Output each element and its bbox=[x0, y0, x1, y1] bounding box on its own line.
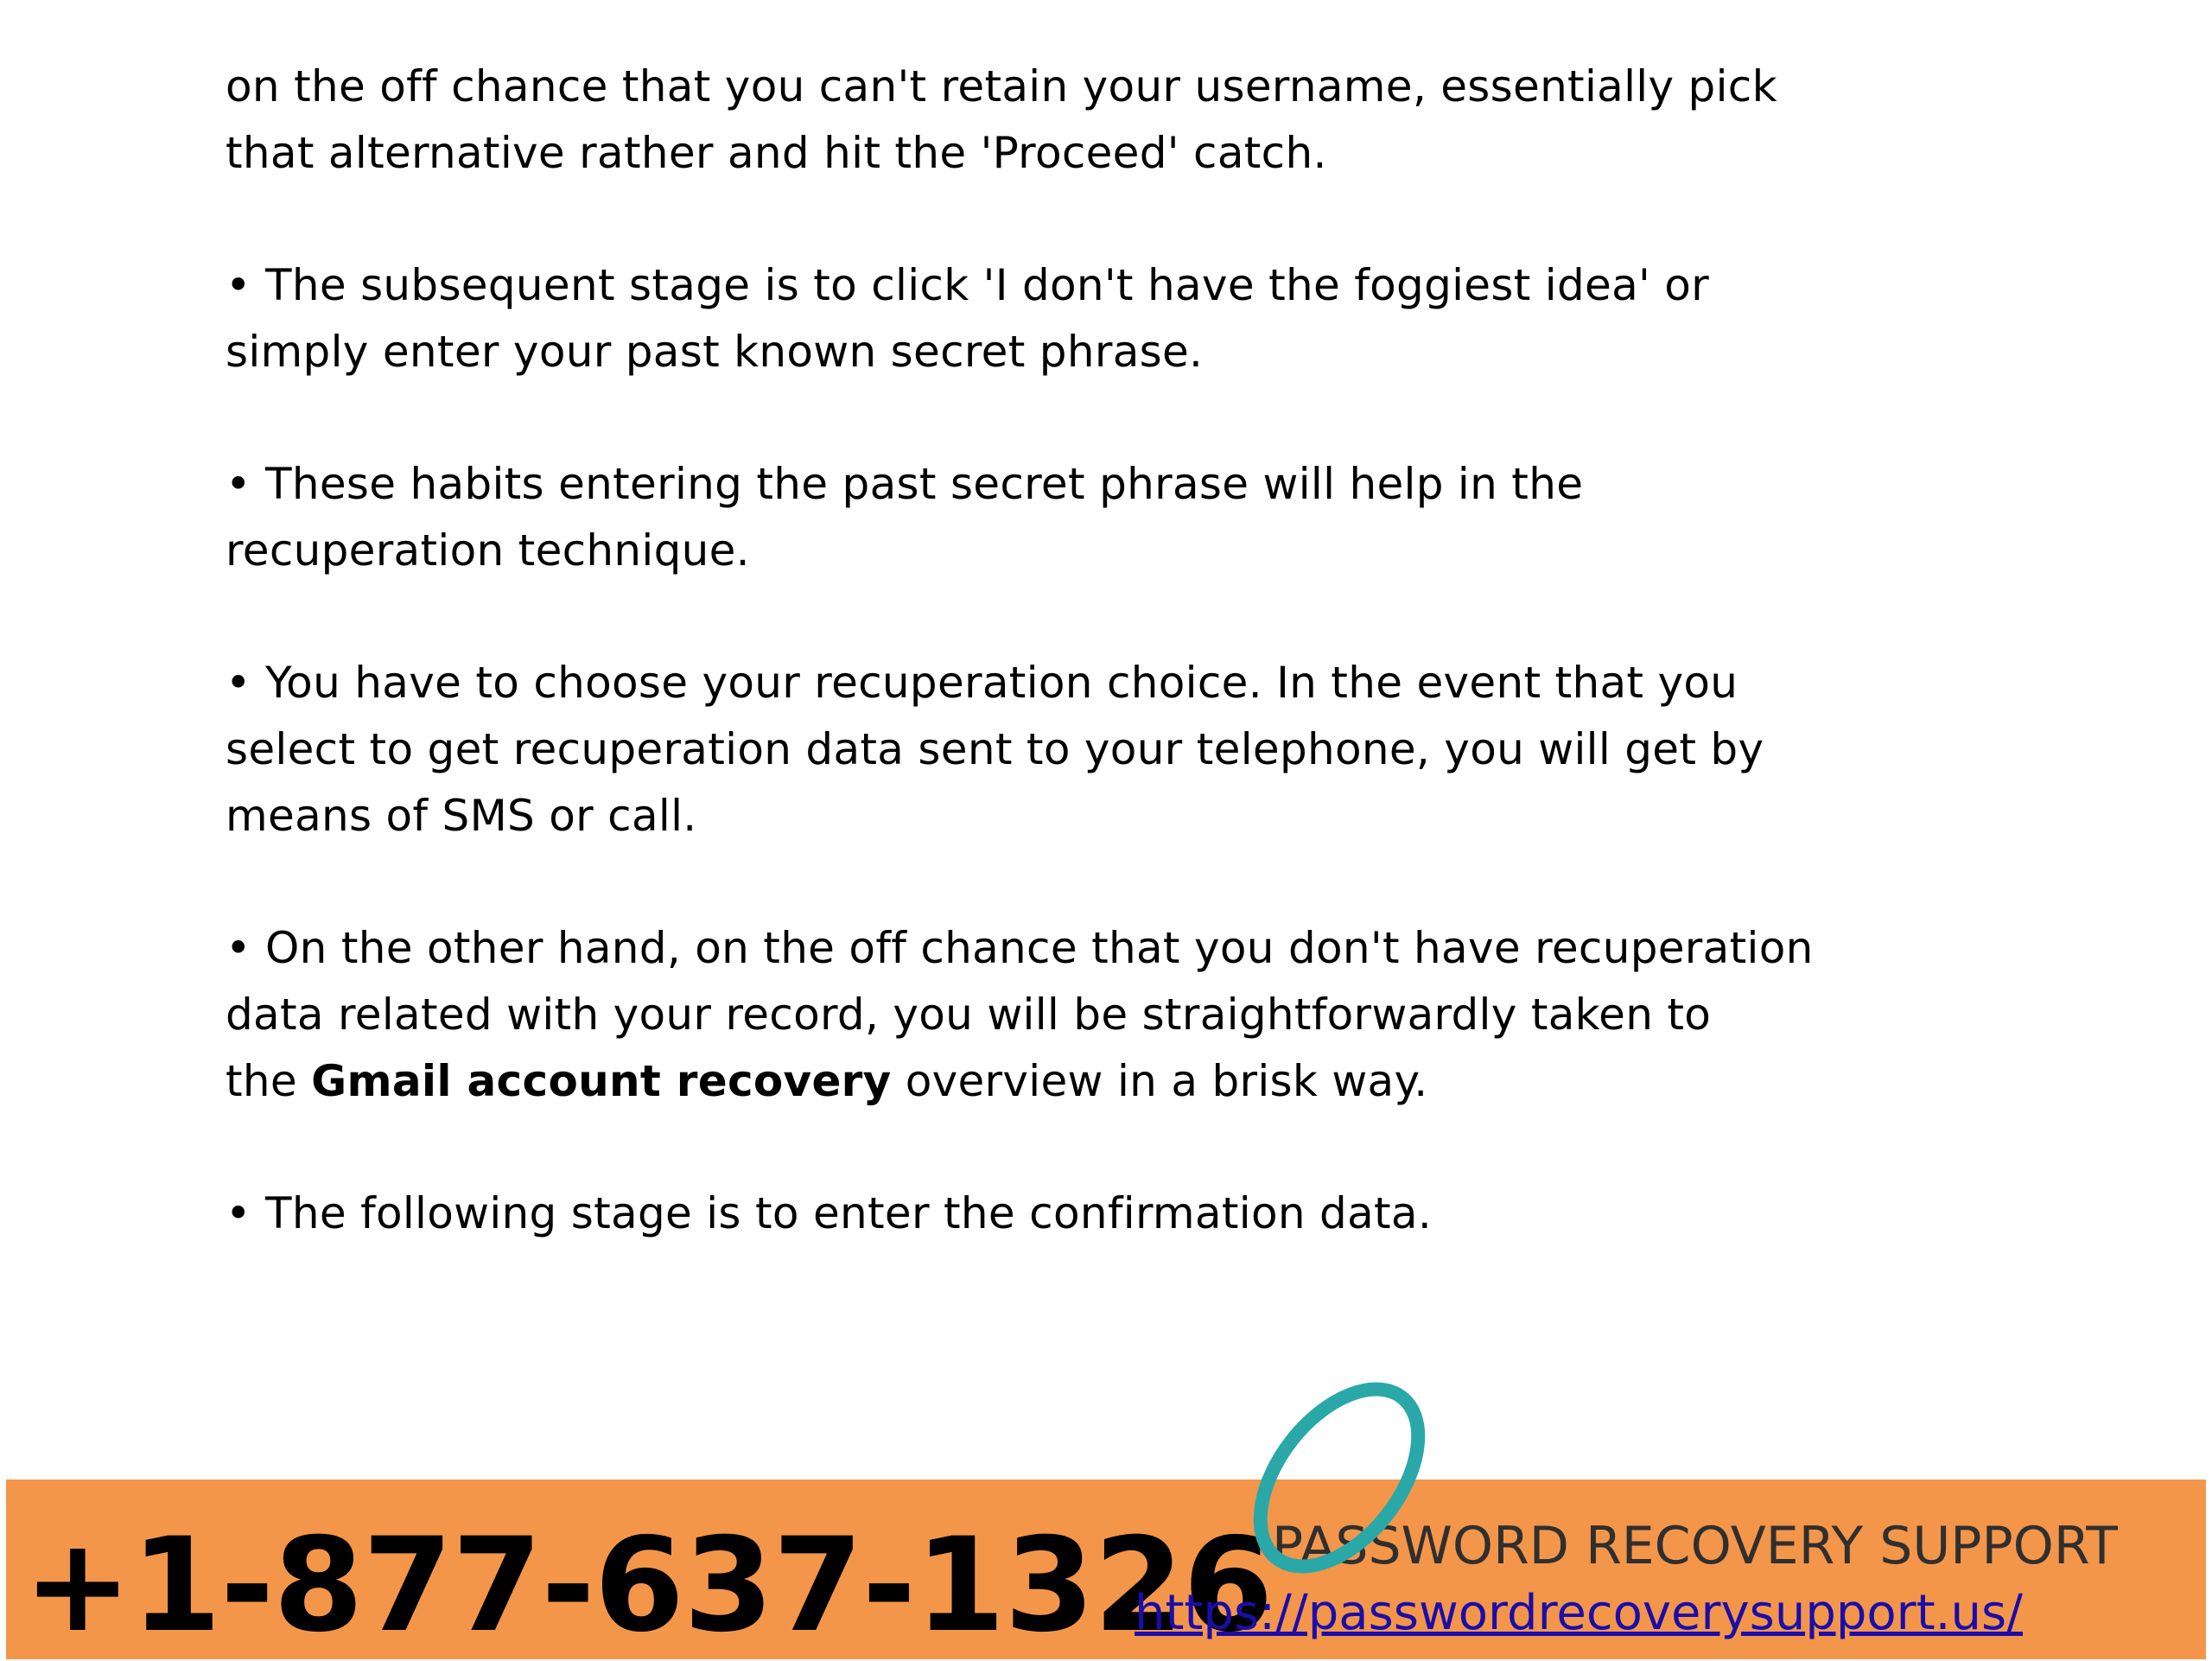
text-line: data related with your record, you will be straightforwardly taken to bbox=[226, 990, 1712, 1040]
text-line: • On the other hand, on the off chance that you don't have recuperation bbox=[226, 923, 1814, 973]
text-line: that alternative rather and hit the 'Proceed' catch. bbox=[226, 128, 1327, 178]
bullet-confirmation-data bbox=[226, 1181, 1997, 1247]
text-line-with-emphasis bbox=[226, 1048, 1997, 1115]
gmail-account-recovery-emphasis: Gmail account recovery bbox=[311, 1056, 892, 1106]
bullet-no-recuperation-data bbox=[226, 915, 1997, 1115]
bullet-subsequent-stage bbox=[226, 252, 1997, 385]
text-line: simply enter your past known secret phrase. bbox=[226, 327, 1204, 377]
text-line: • These habits entering the past secret phrase will help in the bbox=[226, 459, 1584, 509]
text-fragment: the bbox=[226, 1056, 312, 1106]
teal-ring-icon bbox=[1210, 1365, 1469, 1590]
paragraph-username bbox=[226, 54, 1997, 187]
document-body bbox=[226, 54, 1997, 1313]
text-fragment: overview in a brisk way. bbox=[891, 1056, 1428, 1106]
brand-name: PASSWORD RECOVERY SUPPORT bbox=[1272, 1516, 2118, 1576]
text-line: means of SMS or call. bbox=[226, 791, 697, 841]
website-link[interactable]: https://passwordrecoverysupport.us/ bbox=[1135, 1585, 2023, 1641]
text-line: • The subsequent stage is to click 'I don't have the foggiest idea' or bbox=[226, 260, 1710, 310]
text-line: • The following stage is to enter the confirmation data. bbox=[226, 1188, 1433, 1238]
text-line: recuperation technique. bbox=[226, 525, 750, 576]
bullet-recuperation-choice bbox=[226, 650, 1997, 850]
phone-number: +1-877-637-1326 bbox=[23, 1511, 1273, 1661]
text-line: select to get recuperation data sent to your telephone, you will get by bbox=[226, 724, 1764, 774]
text-line: on the off chance that you can't retain your username, essentially pick bbox=[226, 61, 1777, 111]
footer-banner bbox=[6, 1480, 2206, 1659]
text-line: • You have to choose your recuperation choice. In the event that you bbox=[226, 658, 1738, 708]
bullet-past-secret-phrase bbox=[226, 451, 1997, 584]
